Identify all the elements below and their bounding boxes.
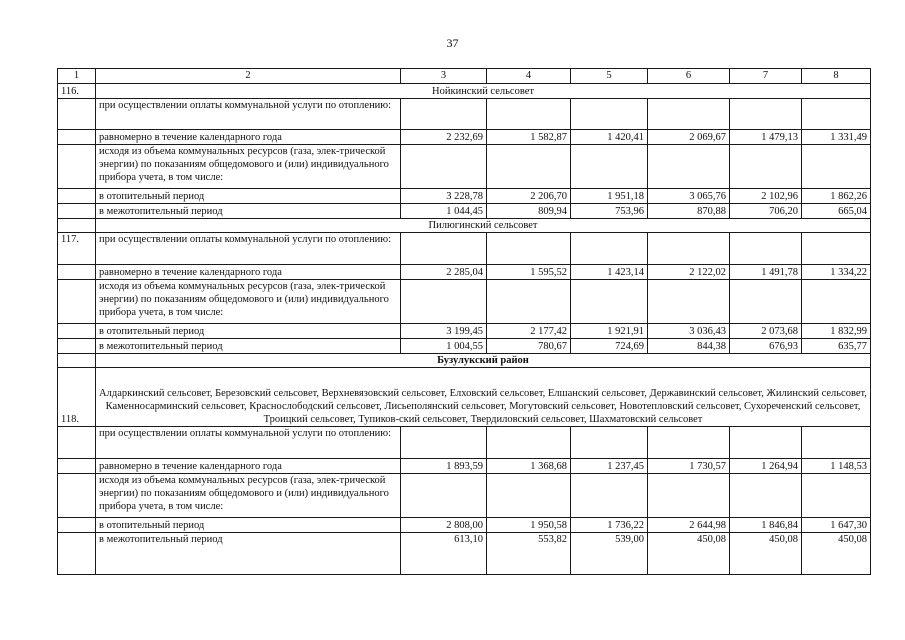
- value-cell: 2 102,96: [730, 189, 802, 204]
- value-cell: 3 199,45: [401, 324, 487, 339]
- value-cell: 2 232,69: [401, 130, 487, 145]
- table-row: [58, 473, 871, 517]
- value-cell: 1 951,18: [571, 189, 648, 204]
- value-cell: 2 808,00: [401, 517, 487, 532]
- value-cell: 1 832,99: [802, 324, 871, 339]
- value-cell: 1 582,87: [487, 130, 571, 145]
- district-title: Бузулукский район: [96, 353, 871, 368]
- section-title: Нойкинский сельсовет: [96, 83, 871, 98]
- value-cell: 2 644,98: [648, 517, 730, 532]
- column-number: 4: [487, 69, 571, 84]
- value-cell: 3 065,76: [648, 189, 730, 204]
- value-cell: 1 237,45: [571, 458, 648, 473]
- table-row: [58, 517, 871, 532]
- section-title-row: [58, 83, 871, 98]
- value-cell: 450,08: [648, 532, 730, 574]
- value-cell: 706,20: [730, 203, 802, 218]
- value-cell: 1 479,13: [730, 130, 802, 145]
- table-row: [58, 144, 871, 188]
- value-cell: 1 846,84: [730, 517, 802, 532]
- column-number: 3: [401, 69, 487, 84]
- column-number: 1: [58, 69, 96, 84]
- table-row: [58, 458, 871, 473]
- column-number-row: [58, 69, 871, 84]
- value-cell: 753,96: [571, 203, 648, 218]
- value-cell: 613,10: [401, 532, 487, 574]
- value-cell: 3 228,78: [401, 189, 487, 204]
- value-cell: 635,77: [802, 338, 871, 353]
- row-label: равномерно в течение календарного года: [96, 265, 401, 280]
- row-label: исходя из объема коммунальных ресурсов (газа, элек-трической энергии) по показаниям общедомового и (или) индивидуального прибора учета, в том числе:: [96, 279, 401, 323]
- value-cell: 2 073,68: [730, 324, 802, 339]
- row-label: в отопительный период: [96, 324, 401, 339]
- value-cell: 553,82: [487, 532, 571, 574]
- row-label: в межотопительный период: [96, 338, 401, 353]
- settlement-list: Алдаркинский сельсовет, Березовский сельсовет, Верхневязовский сельсовет, Елховский сельсовет, Елшанский сельсовет, Державинский сельсовет, Жилинский сельсовет, Каменносарминский сельсовет, Краснослободский сельсовет, Лисьеполянский сельсовет, Могутовский сельсовет, Новотепловский сельсовет, Сухореченский сельсовет, Троицкий сельсовет, Тупиков-ский сельсовет, Твердиловский сельсовет, Шахматовский сельсовет: [96, 368, 871, 427]
- value-cell: 3 036,43: [648, 324, 730, 339]
- value-cell: 1 950,58: [487, 517, 571, 532]
- page-number: 37: [446, 36, 459, 50]
- value-cell: 780,67: [487, 338, 571, 353]
- table-row: [58, 427, 871, 459]
- value-cell: 450,08: [802, 532, 871, 574]
- value-cell: 1 264,94: [730, 458, 802, 473]
- value-cell: 724,69: [571, 338, 648, 353]
- value-cell: 2 069,67: [648, 130, 730, 145]
- table-row: [58, 532, 871, 574]
- table-row: [58, 203, 871, 218]
- row-number: 116.: [58, 83, 96, 98]
- row-label: при осуществлении оплаты коммунальной услуги по отоплению:: [96, 427, 401, 459]
- row-number: 118.: [58, 368, 96, 427]
- district-title-row: [58, 353, 871, 368]
- row-label: исходя из объема коммунальных ресурсов (газа, элек-трической энергии) по показаниям общедомового и (или) индивидуального прибора учета, в том числе:: [96, 473, 401, 517]
- column-number: 7: [730, 69, 802, 84]
- column-number: 6: [648, 69, 730, 84]
- value-cell: 676,93: [730, 338, 802, 353]
- value-cell: 1 331,49: [802, 130, 871, 145]
- value-cell: 1 044,45: [401, 203, 487, 218]
- value-cell: 1 148,53: [802, 458, 871, 473]
- value-cell: 1 730,57: [648, 458, 730, 473]
- row-label: равномерно в течение календарного года: [96, 130, 401, 145]
- value-cell: 1 893,59: [401, 458, 487, 473]
- value-cell: 2 122,02: [648, 265, 730, 280]
- table-row: [58, 265, 871, 280]
- value-cell: 665,04: [802, 203, 871, 218]
- row-label: в межотопительный период: [96, 532, 401, 574]
- table-row: [58, 233, 871, 265]
- value-cell: 1 736,22: [571, 517, 648, 532]
- row-label: равномерно в течение календарного года: [96, 458, 401, 473]
- section-title: Пилюгинский сельсовет: [96, 218, 871, 233]
- section-title-row: [58, 218, 871, 233]
- table-row: [58, 130, 871, 145]
- column-number: 5: [571, 69, 648, 84]
- value-cell: 1 647,30: [802, 517, 871, 532]
- value-cell: 1 921,91: [571, 324, 648, 339]
- row-number: 117.: [58, 233, 96, 265]
- value-cell: 539,00: [571, 532, 648, 574]
- value-cell: 1 420,41: [571, 130, 648, 145]
- table-row: [58, 98, 871, 130]
- row-label: исходя из объема коммунальных ресурсов (газа, элек-трической энергии) по показаниям общедомового и (или) индивидуального прибора учета, в том числе:: [96, 144, 401, 188]
- value-cell: 450,08: [730, 532, 802, 574]
- row-label: в межотопительный период: [96, 203, 401, 218]
- value-cell: 1 595,52: [487, 265, 571, 280]
- value-cell: 2 177,42: [487, 324, 571, 339]
- table-row: [58, 279, 871, 323]
- value-cell: 1 334,22: [802, 265, 871, 280]
- table-row: [58, 338, 871, 353]
- value-cell: 2 206,70: [487, 189, 571, 204]
- settlements-row: [58, 368, 871, 427]
- table-row: [58, 189, 871, 204]
- column-number: 8: [802, 69, 871, 84]
- value-cell: 1 368,68: [487, 458, 571, 473]
- column-number: 2: [96, 69, 401, 84]
- value-cell: 2 285,04: [401, 265, 487, 280]
- value-cell: 1 862,26: [802, 189, 871, 204]
- row-label: в отопительный период: [96, 517, 401, 532]
- value-cell: 1 004,55: [401, 338, 487, 353]
- value-cell: 870,88: [648, 203, 730, 218]
- value-cell: 1 423,14: [571, 265, 648, 280]
- row-label: при осуществлении оплаты коммунальной услуги по отоплению:: [96, 233, 401, 265]
- row-label: в отопительный период: [96, 189, 401, 204]
- value-cell: 1 491,78: [730, 265, 802, 280]
- row-label: при осуществлении оплаты коммунальной услуги по отоплению:: [96, 98, 401, 130]
- table-row: [58, 324, 871, 339]
- value-cell: 809,94: [487, 203, 571, 218]
- value-cell: 844,38: [648, 338, 730, 353]
- tariff-table: [57, 68, 871, 575]
